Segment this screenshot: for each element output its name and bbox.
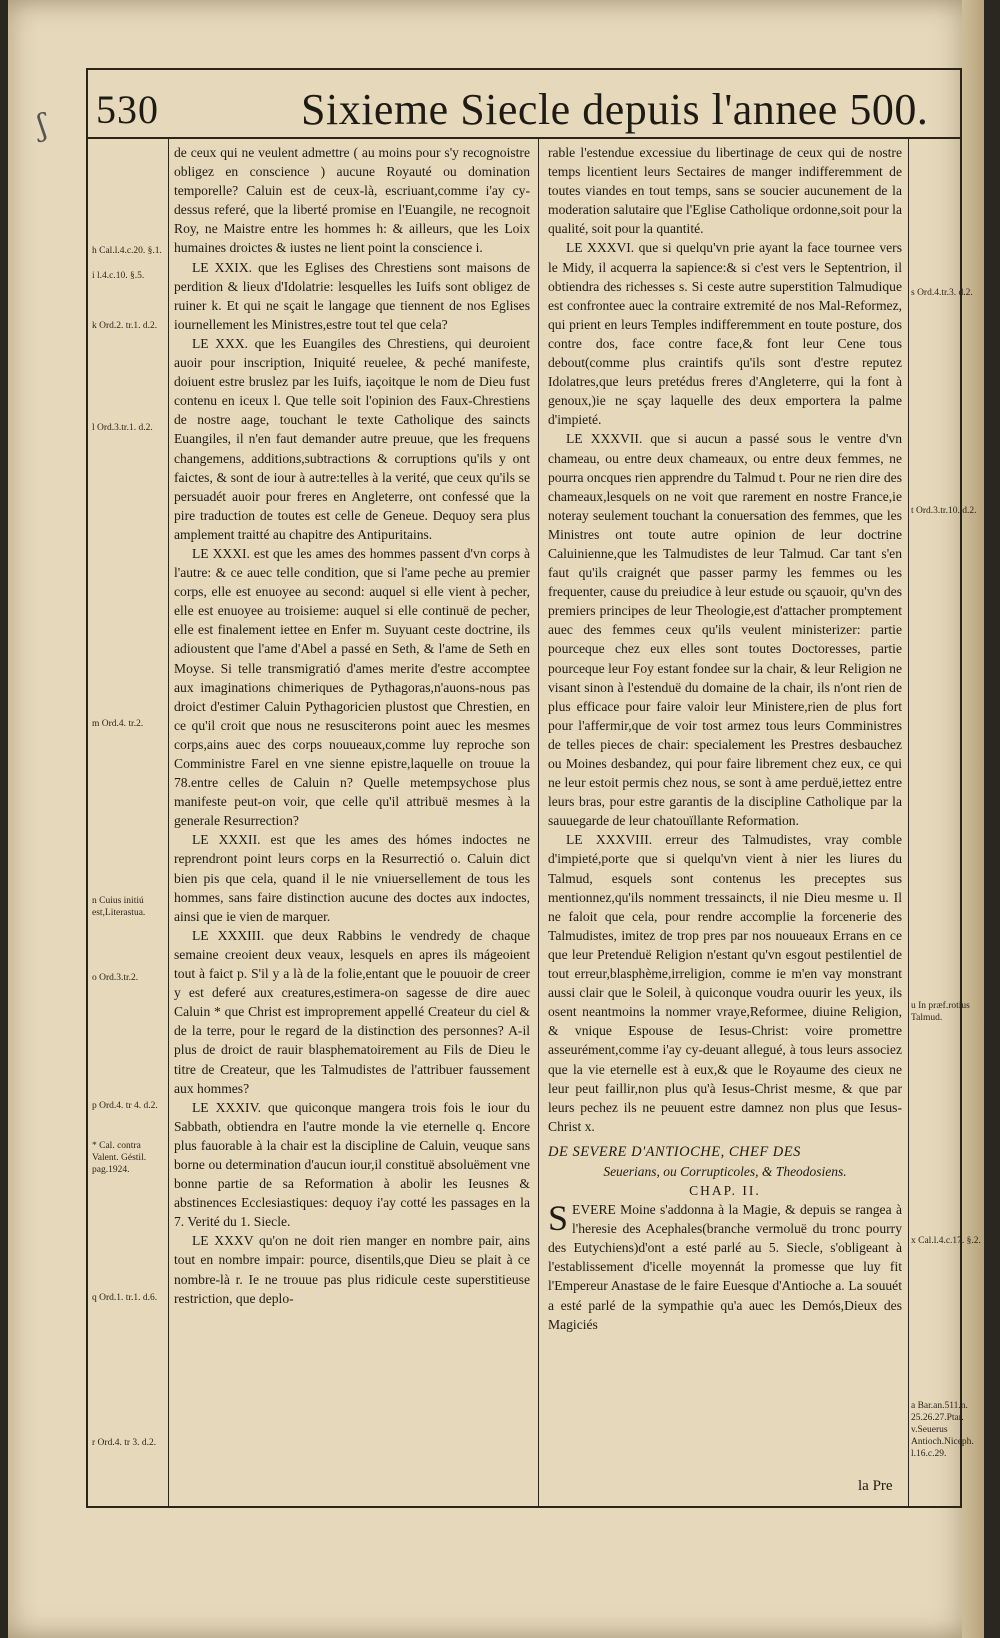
margin-note-o: o Ord.3.tr.2.: [92, 973, 139, 983]
chapter-paragraph: [548, 1200, 902, 1334]
margin-note-a: a Bar.an.511.n. 25.26.27.Ptar. v.Seuerus Antioch.Niceph. l.16.c.29.: [911, 1401, 974, 1459]
margin-note-q: q Ord.1. tr.1. d.6.: [92, 1293, 158, 1303]
chapter-heading: DE SEVERE D'ANTIOCHE, CHEF DES: [548, 1143, 801, 1160]
page-title: Sixieme Siecle depuis l'annee 500.: [301, 85, 929, 134]
pencil-mark-icon: ʃ: [35, 107, 50, 144]
paragraph: LE XXXIII. que deux Rabbins le vendredy de chaque semaine creoient deux veaux, lesquels en apres ils mágeoient tout à faict p. S'il y a là de la folie,entant que le pouuoir de creer y est deferé aux creatures,estimera-on sagesse de dire auec Caluin * que Christ est improprement appellé Createur du ciel & de la terre, pour le regard de la distinction des personnes? A-il plus de droict de rauir blasphematoirement au Fils de Dieu le titre de Createur, que les Talmudistes de l'attribuer faussement aux hommes?: [174, 927, 530, 1096]
top-rule: [86, 68, 962, 70]
book-page: [8, 0, 984, 1638]
margin-note-s: s Ord.4.tr.3. d.2.: [911, 288, 973, 298]
margin-note-p: p Ord.4. tr 4. d.2.: [92, 1101, 158, 1111]
paragraph: LE XXXVII. que si aucun a passé sous le ventre d'vn chameau, ou entre deux chameaux, ou entre deux femmes, ne pourra oncques rien apprendre du Talmud t. Pour ne rien dire des chameaux,lesquels on ne voit que rarement en nostre France,ie noteray seulement touchant la conuersation des femmes, que les Ministres ont toute autre opinion de leur doctrine Caluinienne,que les Talmudistes de leur Talmud. Car tant s'en faut qu'ils craignét que passer parmy les femmes ou les frequenter, cause du preiudice à leur estude ou sçauoir, qu'vn des premiers principes de leur Theologie,est d'attacher promptement auec des femmes ceux qu'ils veulent ministerizer: partie pourceque chez eux elles sont toutes Doctoresses, partie pourceque leur Foy estant fondee sur la chair, & leur Religion ne visant sinon à l'estenduë du domaine de la chair, ils n'ont rien de plus efficace pour faire valoir leur Ministere,rien de plus fort pour l'affermir,que de voir tost armez tous leurs Comministres de telles pieces de chair: specialement les Prestres desbauchez ou Moines desbandez, qui pour faire librement chez eux, ce qui ne leur estoit permis chez nous, se sont à ame perduë,iettez entre leurs bras, pour estre garantis de la discipline Catholique par la sauuegarde de leur chatouïllante Reformation.: [548, 431, 902, 829]
paragraph: LE XXIX. que les Eglises des Chrestiens sont maisons de perdition & lieux d'Idolatrie: lesquelles les Iuifs sont obligez de ruiner k. Et qui ne sçait le langage que tiennent de nos Eglises iournellement les Ministres,estre tout tel que cela?: [174, 259, 530, 332]
running-head: [86, 82, 929, 138]
margin-note-m: m Ord.4. tr.2.: [92, 719, 144, 729]
margin-note-star: * Cal. contra Valent. Géstil. pag.1924.: [92, 1141, 147, 1175]
margin-note-k: k Ord.2. tr.1. d.2.: [92, 321, 158, 331]
column-divider: [538, 137, 539, 1507]
left-column: [174, 143, 530, 1508]
chapter-number: CHAP. II.: [689, 1182, 761, 1198]
margin-note-i: i l.4.c.10. §.5.: [92, 271, 145, 281]
margin-note-n: n Cuius initiú est,Literastua.: [92, 896, 146, 918]
left-inner-rule: [168, 137, 169, 1507]
page-edge-shadow: [962, 0, 984, 1638]
margin-note-h: h Cal.l.4.c.20. §.1.: [92, 246, 162, 256]
drop-cap: S: [548, 1198, 569, 1239]
margin-note-l: l Ord.3.tr.1. d.2.: [92, 423, 153, 433]
margin-note-r: r Ord.4. tr 3. d.2.: [92, 1438, 157, 1448]
paragraph: LE XXX. que les Euangiles des Chrestiens, qui deuroient auoir pour inscription, Iniquité reuelee, & peché manifeste, doiuent estre bruslez par les Iuifs, iaçoitque le nom de Dieu fust contenu en iceux l. Que telle soit l'opinion des Faux-Chrestiens de nostre aage, touchant le texte Catholique des saincts Euangiles, il n'en faut demander autre preuue, que les frequens changemens, additions,subtractions & corruptions qu'ils y ont faictes, & sont de iour à autre:telles à la verité, que ceux qu'ils se persuadét auoir pour freres en Angleterre, ont confessé que la pire traduction de toutes est celle de Geneue. Dequoy sera plus amplement traitté au chapitre des Antipuritains.: [174, 335, 530, 542]
right-inner-rule: [908, 137, 909, 1507]
right-column: [548, 143, 902, 1508]
catchword: la Pre: [858, 1478, 893, 1494]
paragraph: LE XXXVIII. erreur des Talmudistes, vray comble d'impieté,porte que si quelqu'vn vient à nier les liures du Talmud, esquels sont contenus les preceptes sus mentionnez,qu'ils nomment tressaincts, il nie Dieu mesme u. Il ne faloit que cela, pour rendre accomplie la forcenerie des Talmudistes, imitez de trop pres par nos nouueaux Errans en ce que leur Pretenduë Religion n'estant qu'vn esgout pestilentiel de tout erreur,blasphème,irreligion, comme ie m'en vay monstrant aussi clair que le Soleil, à quiconque voudra ouurir les yeux, ils osent neantmoins la nommer vraye,Reformee, diuine Religion, & vnique Espouse de Iesus-Christ: voire promettre asseurément,comme i'ay cy-deuant allegué, à tous leurs associez que la vie eternelle est à eux,& que le Royaume des cieux ne leur peut faillir,non plus qu'à Iesus-Christ mesme, & que par leurs pechez ils ne peuuent estre damnez non plus que Iesus-Christ x.: [548, 832, 902, 1134]
chapter-subheading: Seuerians, ou Corrupticoles, & Theodosiens.: [603, 1163, 847, 1179]
paragraph: de ceux qui ne veulent admettre ( au moins pour s'y recognoistre obligez en conscience ) aucune Royauté ou domination temporelle? Caluin est de ceux-là, escriuant,comme i'ay cy-dessus referé, que la liberté promise en l'Euangile, ne recognoit Roy, ne Maistre entre les hommes h: & ailleurs, que les Loix humaines droictes & iustes ne lient point la conscience i.: [174, 145, 530, 256]
paragraph: LE XXXV qu'on ne doit rien manger en nombre pair, ains tout en nombre impair: pource, disentils,que Dieu se plait à ce nombre-là r. Ie ne trouue pas plus ridicule ceste superstitieuse restriction, que deplo-: [174, 1233, 530, 1306]
chapter-text: EVERE Moine s'addonna à la Magie, & depuis se rangea à l'heresie des Acephales(branche vermoluë du tronc pourry des Eutychiens)d'ont a esté parlé au 5. Siecle, s'obligeant à l'establissement d'icelle moyennát la promesse que luy fit l'Empereur Anastase de le faire Euesque d'Antioche a. La souuét a esté parlé de la sympathie qu'a auec les Demós,Dieux des Magiciés: [548, 1202, 902, 1332]
margin-note-x: x Cal.l.4.c.17. §.2.: [911, 1236, 981, 1246]
left-border-rule: [86, 68, 88, 1508]
paragraph: LE XXXII. est que les ames des hómes indoctes ne reprendront point leurs corps en la Resurrectió o. Caluin dict bien pis que cela, quand il le nie vniuersellement de tous les hommes, sans faire distinction aucune des doctes aux indoctes, ainsi que ie vien de marquer.: [174, 832, 530, 924]
page-number: 530: [96, 87, 159, 132]
margin-note-t: t Ord.3.tr.10. d.2.: [911, 506, 977, 516]
margin-note-u: u In præf.rotius Talmud.: [911, 1001, 970, 1023]
right-border-rule: [960, 68, 962, 1508]
paragraph: LE XXXIV. que quiconque mangera trois fois le iour du Sabbath, obtiendra en l'autre monde la vie eternelle q. Encore plus fauorable à la chair est la discipline de Caluin, veuque sans borne ou determination d'aucun iour,il constituë absoluëment vne bonne partie de sa Reformation à abolir les Ieusnes & abstinences Ecclesiastiques: dequoy i'ay cotté les passages en la 7. Verité du 1. Siecle.: [174, 1099, 530, 1230]
paragraph: LE XXXI. est que les ames des hommes passent d'vn corps à l'autre: & ce auec telle condition, que si l'ame peche au premier corps, elle est enuoyee au second: auquel si elle vient à pecher, elle est enuoyee au troisieme: auquel si elle continuë de pecher, elle est finalement iettee en Enfer m. Suyuant ceste doctrine, ils adioustent que l'ame d'Abel a passé en Seth, & l'ame de Seth en Moyse. Si telle transmigratió d'ames merite d'estre accomptee aux imaginations chimeriques de Pythagoras,n'auons-nous pas droict d'estimer Caluin Pythagoricien plustost que Chrestien, en ce qu'il croit que nous ne resusciterons point auec les mesmes corps,ains auec des corps nouueaux,comme luy reproche son Comministre Farel en vne sienne epistre,laquelle on trouue la 78.entre celles de Caluin n? Quelle metempsychose plus manifeste peut-on voir, que celle qu'il attribuë mesmes à la generale Resurrection?: [174, 545, 530, 829]
paragraph: LE XXXVI. que si quelqu'vn prie ayant la face tournee vers le Midy, il acquerra la sapience:& si c'est vers le Septentrion, il obtiendra des richesses s. Si ceste autre superstition Talmudique est confrontee auec la contraire extremité de nos Mal-Reformez, qui prient en leurs Temples indifferemment en toute posture, dos contre dos, face contre face,& font leur Cene tous debout(comme plus craintifs qu'ils sont d'estre reputez Idolatres,que leurs pretédus freres d'Angleterre, qui la font à genoux,)ie ne sçay laquelle des deux emportera la palme d'impieté.: [548, 240, 902, 428]
paragraph: rable l'estendue excessiue du libertinage de ceux qui de nostre temps licentient leurs Sectaires de manger indifferemment de toutes viandes en tout temps, sans se soucier aucunement de la moderation salutaire que l'Eglise Catholique ordonne,soit pour la qualité, soit pour la quantité.: [548, 145, 902, 237]
